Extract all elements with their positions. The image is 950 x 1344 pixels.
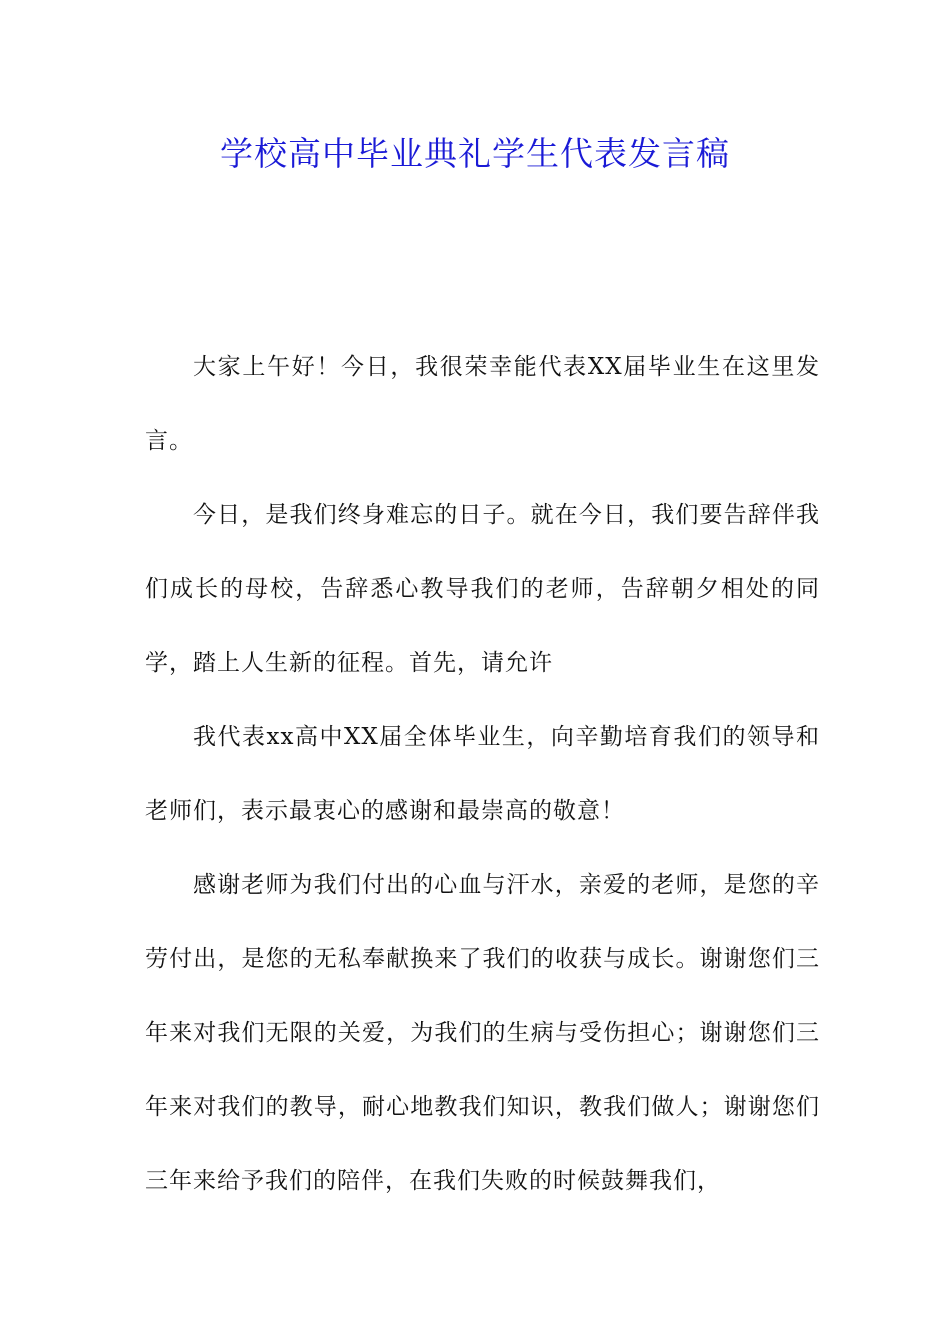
document-title: 学校高中毕业典礼学生代表发言稿	[220, 134, 730, 173]
paragraph-greeting: 大家上午好！今日，我很荣幸能代表XX届毕业生在这里发言。	[145, 354, 820, 454]
paragraph-thanks-teachers: 感谢老师为我们付出的心血与汗水，亲爱的老师，是您的辛劳付出，是您的无私奉献换来了我们的收获与成长。谢谢您们三年来对我们无限的关爱，为我们的生病与受伤担心；谢谢您们三年来对我们的教导，耐心地教我们知识，教我们做人；谢谢您们三年来给予我们的陪伴，在我们失败的时候鼓舞我们，	[145, 872, 820, 1194]
document-body	[145, 330, 820, 1218]
paragraph-farewell: 今日，是我们终身难忘的日子。就在今日，我们要告辞伴我们成长的母校，告辞悉心教导我们的老师，告辞朝夕相处的同学，踏上人生新的征程。首先，请允许	[145, 502, 820, 676]
paragraph-thanks-leaders: 我代表xx高中XX届全体毕业生，向辛勤培育我们的领导和老师们，表示最衷心的感谢和最崇高的敬意！	[145, 724, 820, 824]
